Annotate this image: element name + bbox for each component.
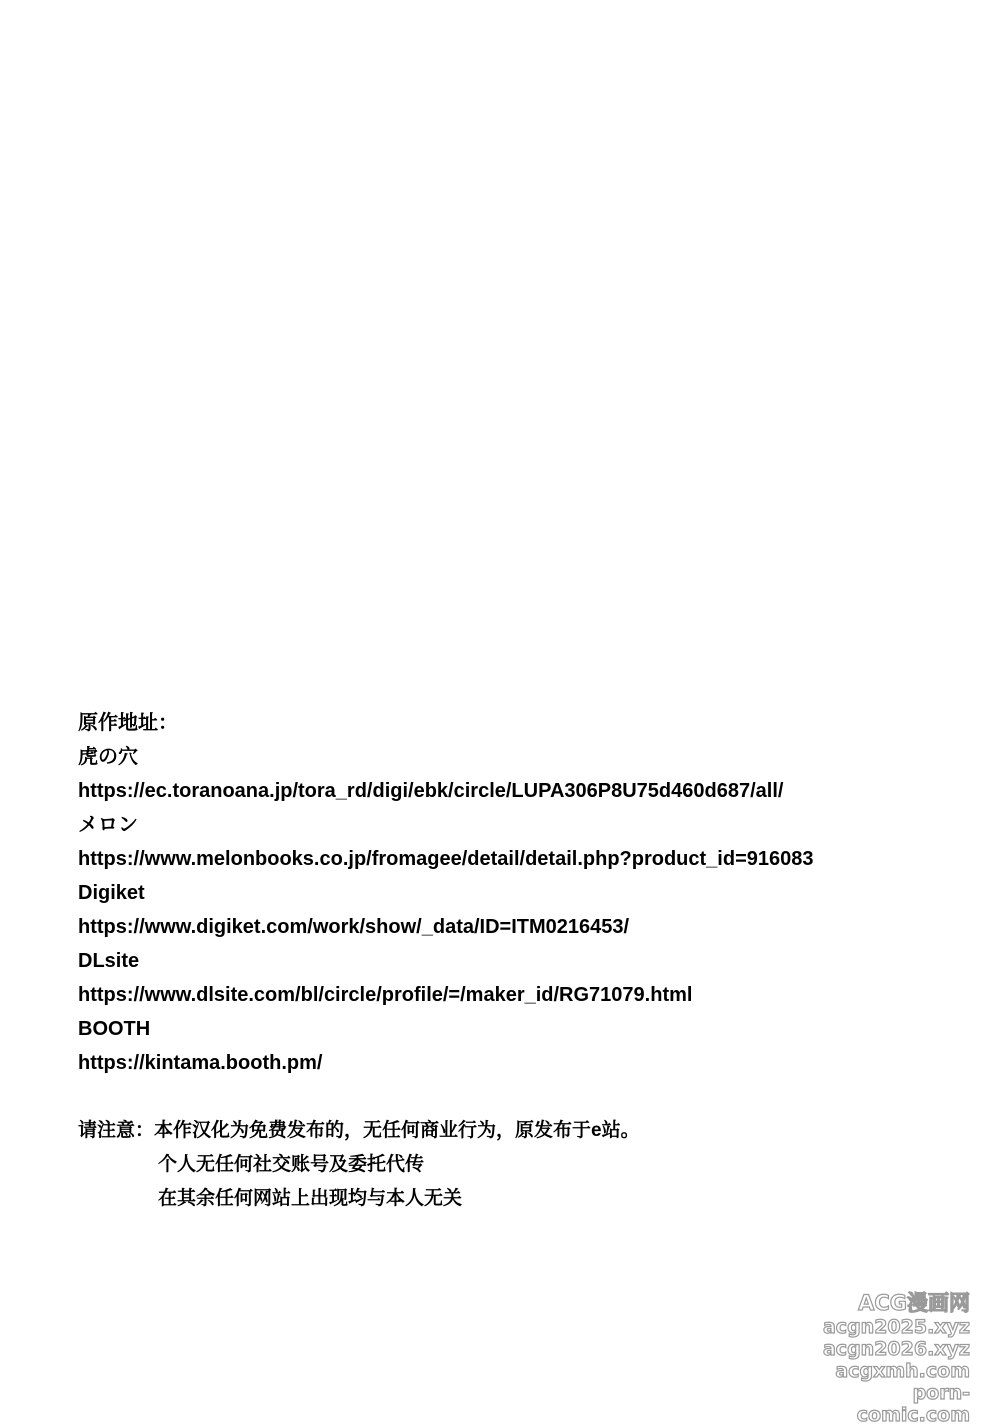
watermark-domain: acgn2026.xyz xyxy=(822,1338,970,1360)
source-label-melon: メロン xyxy=(78,814,138,836)
sources-block xyxy=(78,706,958,1080)
source-url-digiket: https://www.digiket.com/work/show/_data/ID=ITM0216453/ xyxy=(78,916,630,938)
source-label-toranoana: 虎の穴 xyxy=(78,746,138,768)
notice-line-3: 在其余任何网站上出现均与本人无关 xyxy=(158,1188,463,1209)
notice-line-2: 个人无任何社交账号及委托代传 xyxy=(158,1154,425,1175)
source-url-dlsite: https://www.dlsite.com/bl/circle/profile/=/maker_id/RG71079.html xyxy=(78,984,693,1006)
source-url-melon: https://www.melonbooks.co.jp/fromagee/detail/detail.php?product_id=916083 xyxy=(78,848,814,870)
source-label-digiket: Digiket xyxy=(78,882,145,904)
watermark-domain: acgxmh.com xyxy=(835,1360,970,1382)
source-label-dlsite: DLsite xyxy=(78,950,140,972)
watermark xyxy=(820,1290,970,1426)
notice-line-1: 请注意：本作汉化为免费发布的，无任何商业行为，原发布于e站。 xyxy=(78,1120,640,1141)
source-url-toranoana: https://ec.toranoana.jp/tora_rd/digi/ebk/circle/LUPA306P8U75d460d687/all/ xyxy=(78,780,784,802)
watermark-domain: acgn2025.xyz xyxy=(822,1316,970,1338)
watermark-title: ACG漫画网 xyxy=(858,1291,970,1315)
notice-block xyxy=(78,1114,958,1216)
source-label-booth: BOOTH xyxy=(78,1018,151,1040)
watermark-domain: porn-comic.com xyxy=(856,1382,970,1426)
source-url-booth: https://kintama.booth.pm/ xyxy=(78,1052,323,1074)
sources-heading: 原作地址： xyxy=(78,712,178,734)
